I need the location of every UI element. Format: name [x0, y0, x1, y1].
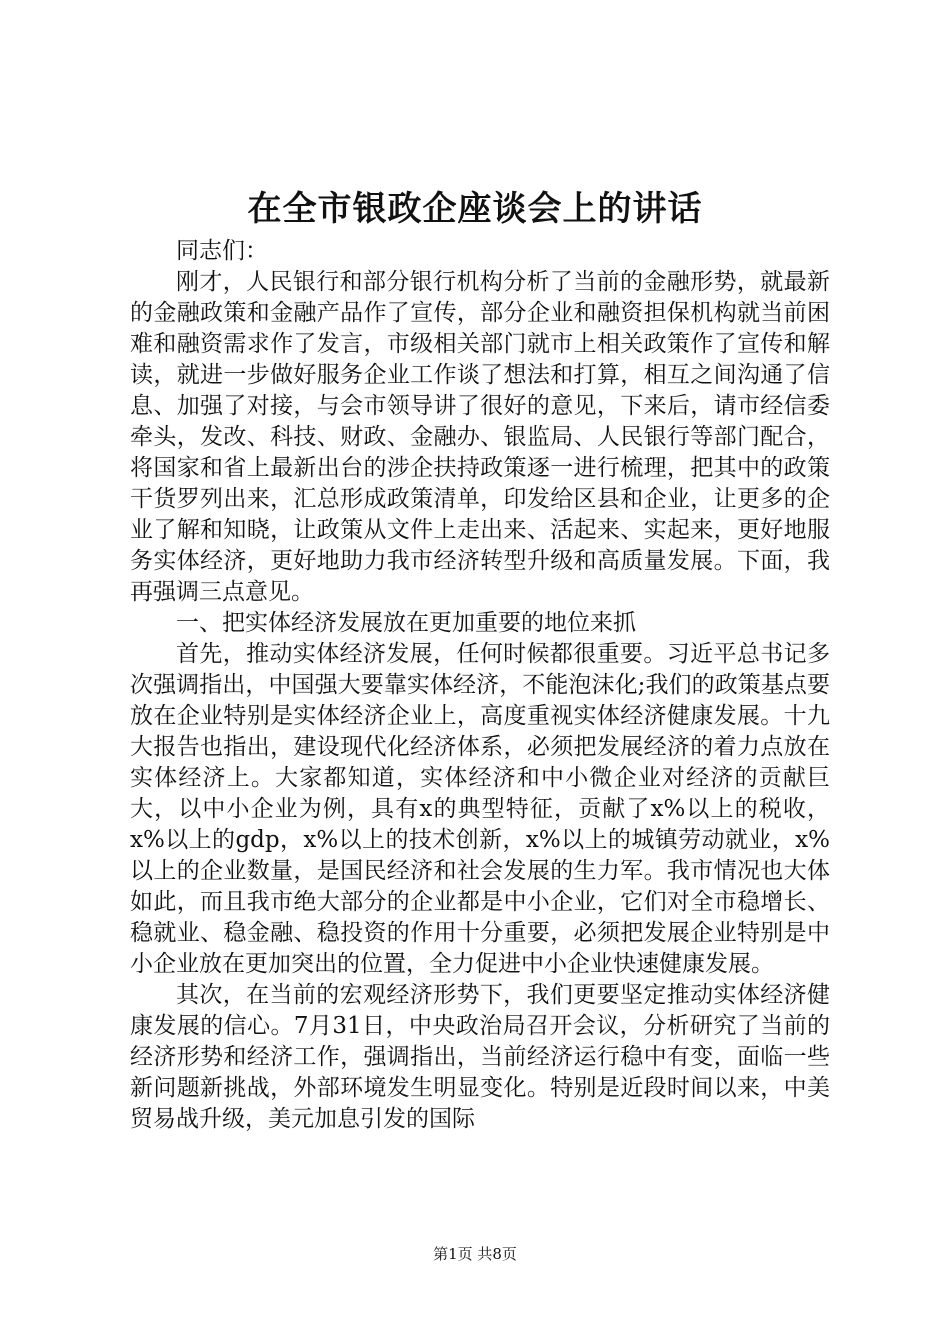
section-heading: 一、把实体经济发展放在更加重要的地位来抓: [176, 610, 636, 636]
paragraph-intro: 刚才，人民银行和部分银行机构分析了当前的金融形势，就最新的金融政策和金融产品作了宣传，部分企业和融资担保机构就当前困难和融资需求作了发言，市级相关部门就市上相关政策作了宣传和解读，就进一步做好服务企业工作谈了想法和打算，相互之间沟通了信息、加强了对接，与会市领导讲了很好的意见，下来后，请市经信委牵头，发改、科技、财政、金融办、银监局、人民银行等部门配合，将国家和省上最新出台的涉企扶持政策逐一进行梳理，把其中的政策干货罗列出来，汇总形成政策清单，印发给区县和企业，让更多的企业了解和知晓，让政策从文件上走出来、活起来、实起来，更好地服务实体经济，更好地助力我市经济转型升级和高质量发展。下面，我再强调三点意见。: [130, 269, 830, 605]
document-title: 在全市银政企座谈会上的讲话: [247, 189, 703, 229]
salutation: 同志们：: [176, 238, 268, 264]
paragraph-first-point: 首先，推动实体经济发展，任何时候都很重要。习近平总书记多次强调指出，中国强大要靠实体经济，不能泡沫化;我们的政策基点要放在企业特别是实体经济企业上，高度重视实体经济健康发展。十九大报告也指出，建设现代化经济体系，必须把发展经济的着力点放在实体经济上。大家都知道，实体经济和中小微企业对经济的贡献巨大，以中小企业为例，具有x的典型特征，贡献了x%以上的税收，x%以上的gdp，x%以上的技术创新，x%以上的城镇劳动就业，x%以上的企业数量，是国民经济和社会发展的生力军。我市情况也大体如此，而且我市绝大部分的企业都是中小企业，它们对全市稳增长、稳就业、稳金融、稳投资的作用十分重要，必须把发展企业特别是中小企业放在更加突出的位置，全力促进中小企业快速健康发展。: [130, 641, 830, 977]
document-body: [130, 236, 830, 1135]
page-footer: 第1页 共8页: [433, 1245, 517, 1263]
paragraph-second-point: 其次，在当前的宏观经济形势下，我们更要坚定推动实体经济健康发展的信心。7月31日，中央政治局召开会议，分析研究了当前的经济形势和经济工作，强调指出，当前经济运行稳中有变，面临一些新问题新挑战，外部环境发生明显变化。特别是近段时间以来，中美贸易战升级，美元加息引发的国际: [130, 982, 830, 1132]
